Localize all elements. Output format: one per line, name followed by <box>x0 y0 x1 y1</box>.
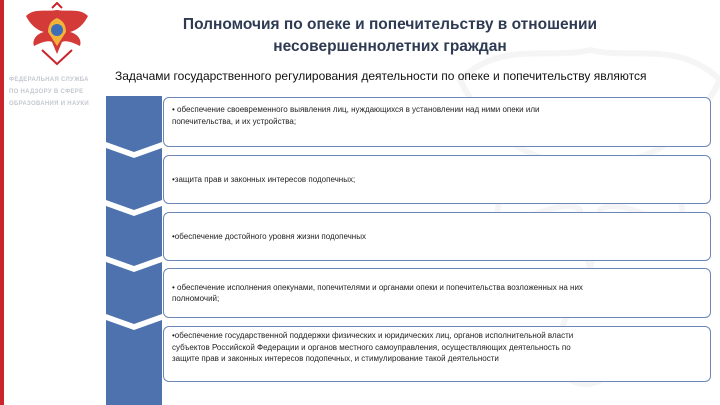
task-text-2: •защита прав и законных интересов подопечных; <box>172 174 356 184</box>
agency-line-2: ПО НАДЗОРУ В СФЕРЕ <box>9 89 84 95</box>
accent-stripe <box>0 0 4 405</box>
page-title-line-1: Полномочия по опеке и попечительству в отношении <box>182 16 598 33</box>
task-text-1: • обеспечение своевременного выявления лиц, нуждающихся в установлении над ними опеки или попечительства, и их устройства; <box>172 105 540 126</box>
task-text-4: • обеспечение исполнения опекунами, попечителями и органами опеки и попечительства возложенных на них полномочий; <box>172 282 583 303</box>
chevron-column <box>104 90 166 405</box>
eagle-emblem-icon <box>22 2 92 70</box>
chevron-3 <box>106 206 162 266</box>
intro-text: Задачами государственного регулирования деятельности по опеке и попечительству являются <box>115 69 647 83</box>
task-box-3 <box>163 212 711 261</box>
task-text-5: •обеспечение государственной поддержки физических и юридических лиц, органов исполнительной власти субъектов Российской Федерации и органов местного самоуправления, осуществляющих деятельность по защите прав и законных интересов подопечных, и стимулирование такой деятельности <box>172 331 574 363</box>
chevron-5 <box>106 320 162 405</box>
task-text-3: •обеспечение достойного уровня жизни подопечных <box>172 231 366 241</box>
page-title-line-2: несовершеннолетних граждан <box>273 38 507 55</box>
task-box-4 <box>163 268 711 318</box>
page-title <box>148 14 632 58</box>
agency-line-1: ФЕДЕРАЛЬНАЯ СЛУЖБА <box>9 77 89 83</box>
chevron-1 <box>106 96 162 152</box>
task-box-5 <box>163 326 711 382</box>
task-box-2 <box>163 155 711 204</box>
task-box-1 <box>163 97 711 147</box>
chevron-4 <box>106 262 162 324</box>
agency-name <box>9 74 109 110</box>
chevron-2 <box>106 148 162 210</box>
agency-line-3: ОБРАЗОВАНИЯ И НАУКИ <box>9 101 89 107</box>
